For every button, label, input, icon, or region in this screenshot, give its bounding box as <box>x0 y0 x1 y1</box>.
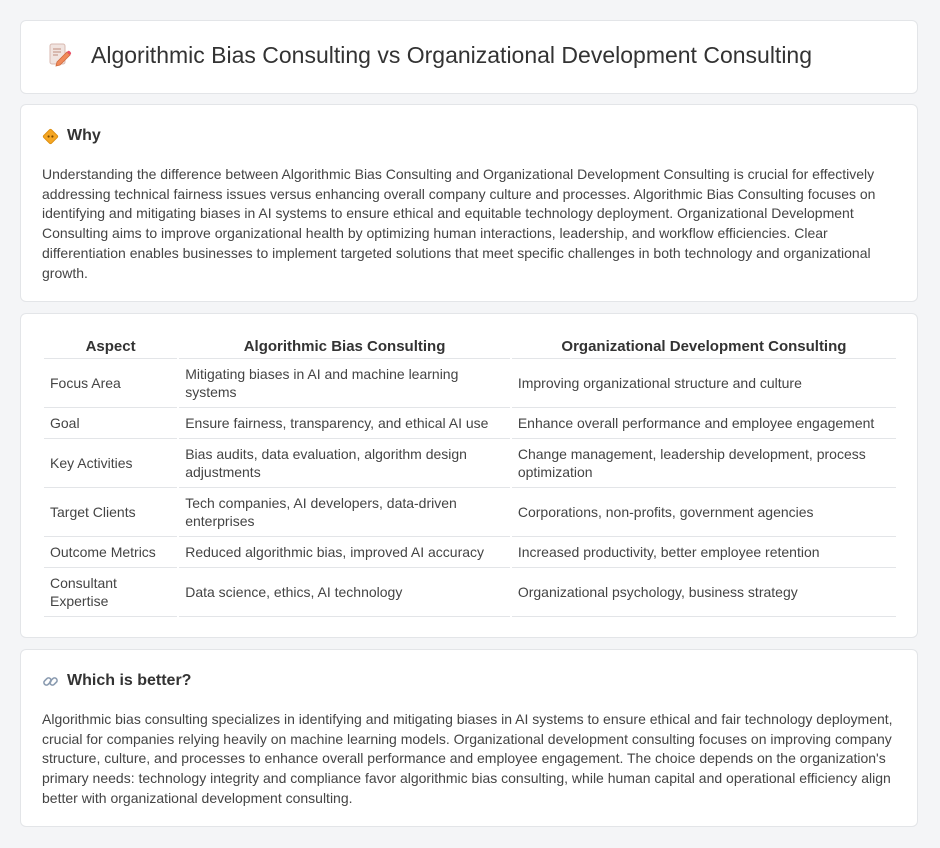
table-row <box>44 359 896 408</box>
which-is-better-section <box>20 649 918 827</box>
organizational-development-cell: Improving organizational structure and culture <box>512 359 896 408</box>
algorithmic-bias-cell: Ensure fairness, transparency, and ethical AI use <box>179 408 510 439</box>
document-pen-icon <box>45 41 73 69</box>
aspect-cell: Consultant Expertise <box>44 568 177 617</box>
aspect-cell: Key Activities <box>44 439 177 488</box>
algorithmic-bias-cell: Tech companies, AI developers, data-driven enterprises <box>179 488 510 537</box>
comparison-section <box>20 313 918 638</box>
organizational-development-cell: Change management, leadership development, process optimization <box>512 439 896 488</box>
comparison-table <box>42 336 898 617</box>
table-row <box>44 408 896 439</box>
aspect-cell: Target Clients <box>44 488 177 537</box>
why-title: Why <box>67 127 101 144</box>
algorithmic-bias-cell: Data science, ethics, AI technology <box>179 568 510 617</box>
organizational-development-cell: Enhance overall performance and employee engagement <box>512 408 896 439</box>
column-header-algorithmic-bias: Algorithmic Bias Consulting <box>179 336 510 359</box>
table-row <box>44 568 896 617</box>
header-card <box>20 20 918 94</box>
title-row <box>45 41 812 69</box>
better-text: Algorithmic bias consulting specializes in identifying and mitigating biases in AI systems to ensure ethical and fair technology deployment, crucial for companies relying heavily on machine learning models. Organizational development consulting focuses on improving company structure, culture, and processes to enhance overall performance and employee engagement. The choice depends on the organization's primary needs: technology integrity and compliance favor algorithmic bias consulting, while human capital and operational efficiency align better with organizational development consulting. <box>42 711 893 806</box>
link-icon <box>42 673 59 690</box>
aspect-cell: Focus Area <box>44 359 177 408</box>
better-title: Which is better? <box>67 672 192 689</box>
table-header-row <box>44 336 896 359</box>
algorithmic-bias-cell: Reduced algorithmic bias, improved AI accuracy <box>179 537 510 568</box>
table-row <box>44 488 896 537</box>
aspect-cell: Outcome Metrics <box>44 537 177 568</box>
table-row <box>44 439 896 488</box>
algorithmic-bias-cell: Bias audits, data evaluation, algorithm design adjustments <box>179 439 510 488</box>
column-header-organizational-development: Organizational Development Consulting <box>512 336 896 359</box>
organizational-development-cell: Corporations, non-profits, government agencies <box>512 488 896 537</box>
organizational-development-cell: Organizational psychology, business strategy <box>512 568 896 617</box>
algorithmic-bias-cell: Mitigating biases in AI and machine learning systems <box>179 359 510 408</box>
why-section <box>20 104 918 302</box>
column-header-aspect: Aspect <box>44 336 177 359</box>
why-heading <box>42 127 101 145</box>
organizational-development-cell: Increased productivity, better employee retention <box>512 537 896 568</box>
better-heading <box>42 672 191 690</box>
page-title: Algorithmic Bias Consulting vs Organizational Development Consulting <box>91 41 813 68</box>
aspect-cell: Goal <box>44 408 177 439</box>
why-text: Understanding the difference between Algorithmic Bias Consulting and Organizational Development Consulting is crucial for effectively addressing technical fairness issues versus enhancing overall company culture and processes. Algorithmic Bias Consulting focuses on identifying and mitigating biases in AI systems to ensure ethical and equitable technology deployment. Organizational Development Consulting aims to improve organizational health by optimizing human interactions, leadership, and workflow efficiencies. Clear differentiation enables businesses to implement targeted solutions that meet specific challenges in both technology and organizational growth. <box>42 166 876 281</box>
table-row <box>44 537 896 568</box>
diamond-sign-icon <box>42 128 59 145</box>
